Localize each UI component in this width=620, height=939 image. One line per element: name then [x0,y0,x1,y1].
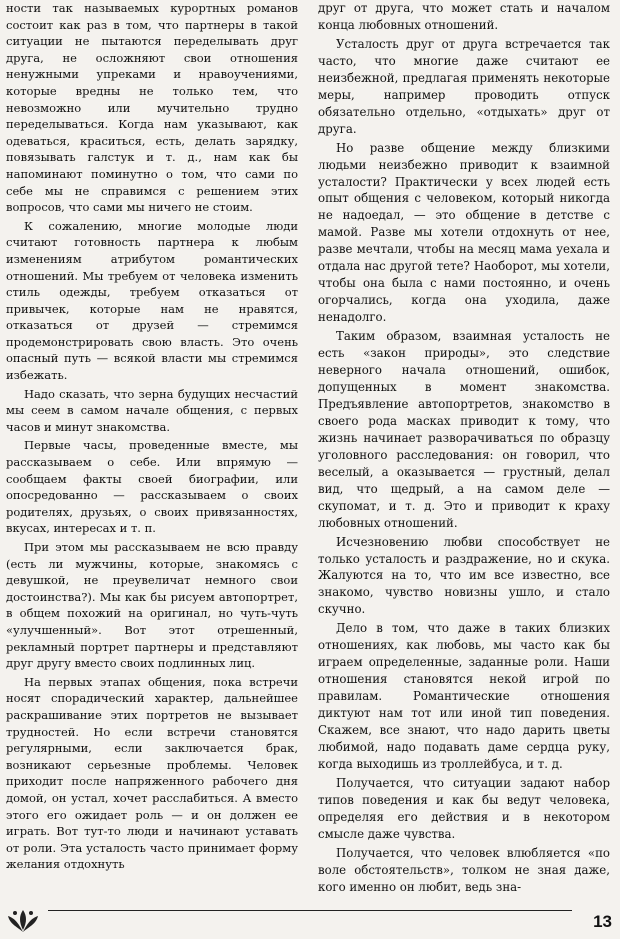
paragraph: Исчезновению любви способствует не только усталость и раздражение, но и скука. Жалуются на то, что им все известно, все знакомо, чувство новизны ушло, и стало скучно. [318,534,610,617]
paragraph: Первые часы, проведенные вместе, мы рассказываем о себе. Или впрямую — сообщаем факты своей биографии, или опосредованно — рассказываем о своих родителях, друзьях, о своих привязанностях, вкусах, интересах и т. п. [6,438,298,536]
paragraph: К сожалению, многие молодые люди считают готовность партнера к любым изменениям атрибутом романтических отношений. Мы требуем от человека изменить стиль одежды, требуем отказаться от привычек, которые нам не нравятся, отказаться от друзей — стремимся продемонстрировать свою власть. Это очень опасный путь — всякой власти мы стремимся избежать. [6,218,298,383]
floral-ornament-icon [6,908,40,934]
paragraph: Усталость друг от друга встречается так часто, что многие даже считают ее неизбежной, предлагая применять некоторые меры, например проводить отпуск обязательно отдельно, «отдыхать» друг от друга. [318,36,610,136]
paragraph: При этом мы рассказываем не всю правду (есть ли мужчины, которые, знакомясь с девушкой, не преувеличат немного свои достоинства?). Мы как бы рисуем автопортрет, в общем похожий на оригинал, но чуть-чуть «улучшенный». Вот этот отрешенный, рекламный портрет партнеры и представляют друг другу вместо своих подлинных лиц. [6,540,298,671]
paragraph: Получается, что ситуации задают набор типов поведения и как бы ведут человека, определяя его действия и в некотором смысле даже чувства. [318,775,610,841]
text-column-left [6,0,298,873]
page-number: 13 [593,912,612,931]
paragraph: друг от друга, что может стать и началом конца любовных отношений. [318,1,610,32]
paragraph: Таким образом, взаимная усталость не есть «закон природы», это следствие неверного начала отношений, ошибок, допущенных в момент знакомства. Предъявление автопортретов, знакомство в своего рода масках приводит к тому, что жизнь начинает разворачиваться по образцу уголовного расследования: он говорил, что веселый, а оказывается — грустный, делал вид, что щедрый, а на самом деле — скупомат, и т. д. Это и приводит к краху любовных отношений. [318,329,610,530]
paragraph: На первых этапах общения, пока встречи носят спорадический характер, дальнейшее раскрашивание этих портретов не вызывает трудностей. Но если встречи становятся регулярными, если заключается брак, возникают серьезные проблемы. Человек приходит после напряженного рабочего дня домой, он устал, хочет расслабиться. А вместо этого его ожидает роль — и он должен ее играть. Вот тут-то люди и начинают уставать от роли. Эта усталость часто принимает форму желания отдохнуть [6,674,298,872]
paragraph: Получается, что человек влюбляется «по воле обстоятельств», толком не зная даже, кого именно он любит, ведь зна- [318,845,610,894]
paragraph: Дело в том, что даже в таких близких отношениях, как любовь, мы часто как бы играем определенные, заданные роли. Наши отношения становятся некой игрой по правилам. Романтические отношения диктуют нам тот или иной тип поведения. Скажем, все знают, что надо дарить цветы любимой, надо подавать даме сердца руку, когда выходишь из троллейбуса, и т. д. [318,621,610,771]
text-column-right [318,0,610,896]
paragraph: Но разве общение между близкими людьми неизбежно приводит к взаимной усталости? Практически у всех людей есть опыт общения с человеком, который никогда не надоедал, — это общение в детстве с мамой. Разве мы хотели отдохнуть от нее, разве мечтали, чтобы на месяц мама уехала и отдала нас другой тете? Наоборот, мы хотели, чтобы она была с нами постоянно, и очень огорчались, когда она уходила, даже ненадолго. [318,140,610,325]
paragraph: ности так называемых курортных романов состоит как раз в том, что партнеры в такой ситуации не пытаются переделывать друг друга, не осложняют свои отношения ненужными упреками и нравоучениями, которые вредны не только тем, что невозможно или мучительно трудно переделываться. Когда нам указывают, как одеваться, краситься, есть, делать зарядку, повязывать галстук и т. д., нам как бы напоминают поминутно о том, что сами по себе мы не справимся с решением этих вопросов, что сами мы ничего не стоим. [6,1,298,215]
paragraph: Надо сказать, что зерна будущих несчастий мы сеем в самом начале общения, с первых часов и минут знакомства. [6,386,298,434]
footer-divider [48,910,572,911]
